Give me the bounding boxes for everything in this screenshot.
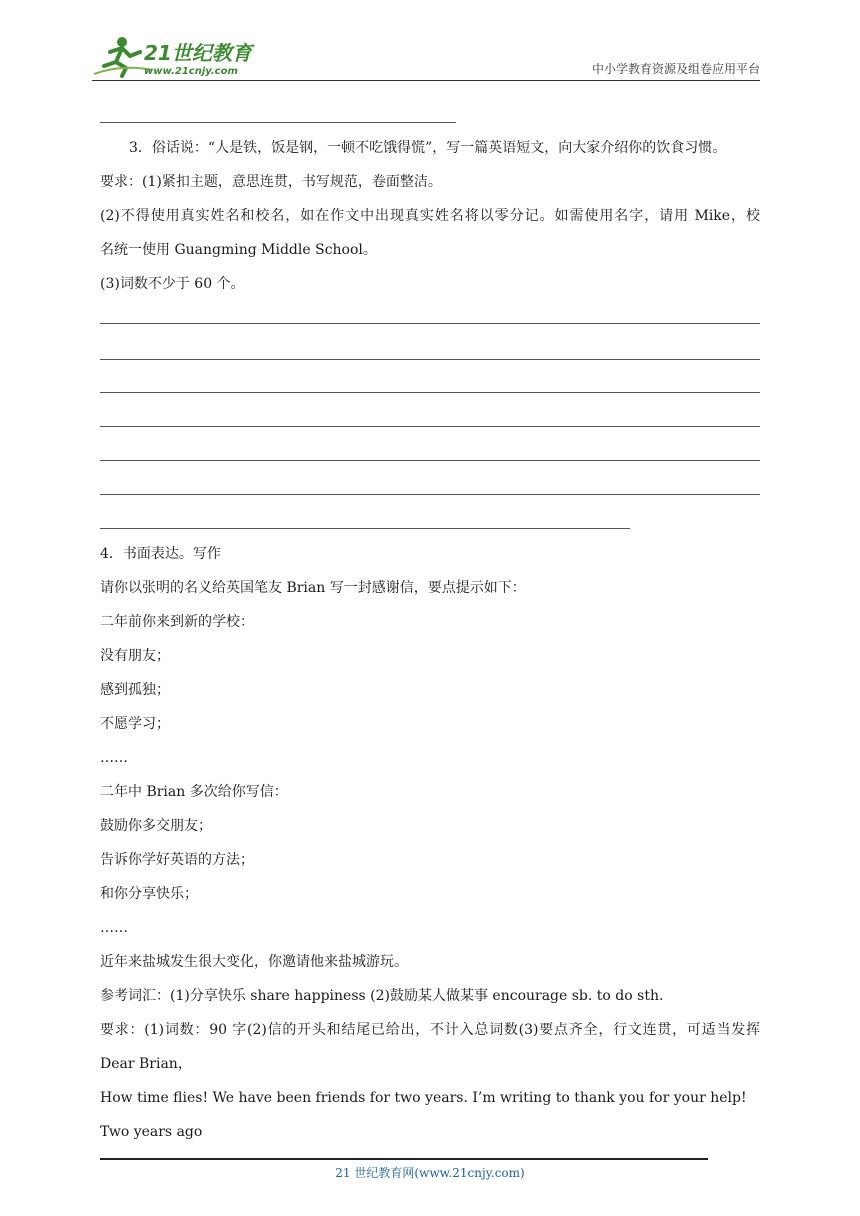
q4-point-1a: 没有朋友； xyxy=(100,648,170,664)
q3-requirement-2a: (2)不得使用真实姓名和校名，如在作文中出现真实姓名将以零分记。如需使用名字，请用 Mike，校 xyxy=(100,208,760,224)
q4-vocab: 参考词汇：(1)分享快乐 share happiness (2)鼓励某人做某事 encourage sb. to do sth. xyxy=(100,988,664,1004)
q4-point-2: 二年中 Brian 多次给你写信： xyxy=(100,784,288,800)
q4-point-1c: 不愿学习； xyxy=(100,716,170,732)
writing-line xyxy=(100,494,760,495)
writing-line xyxy=(100,528,630,529)
writing-line xyxy=(100,392,760,393)
q3-requirement-3: (3)词数不少于 60 个。 xyxy=(100,276,245,292)
q4-point-2b: 告诉你学好英语的方法； xyxy=(100,852,254,868)
q4-point-2a: 鼓励你多交朋友； xyxy=(100,818,212,834)
q4-instruction: 请你以张明的名义给英国笔友 Brian 写一封感谢信，要点提示如下： xyxy=(100,580,526,596)
q4-point-2c: 和你分享快乐； xyxy=(100,886,198,902)
q3-prompt: 3．俗话说：“人是铁，饭是钢，一顿不吃饿得慌”，写一篇英语短文，向大家介绍你的饮食习惯。 xyxy=(129,140,727,156)
q4-ellipsis-2: …… xyxy=(100,920,128,936)
header-rule xyxy=(92,80,760,81)
logo xyxy=(92,34,267,78)
q3-requirement-1: 要求：(1)紧扣主题，意思连贯，书写规范，卷面整洁。 xyxy=(100,174,442,190)
q4-requirements: 要求：(1)词数：90 字(2)信的开头和结尾已给出，不计入总词数(3)要点齐全，行文连贯，可适当发挥 xyxy=(100,1022,760,1038)
page-header xyxy=(92,34,760,82)
answer-line xyxy=(100,122,456,123)
letter-start: Two years ago xyxy=(100,1124,203,1140)
footer-text[interactable]: 21 世纪教育网(www.21cnjy.com) xyxy=(335,1166,525,1180)
letter-opening: How time flies! We have been friends for two years. I’m writing to thank you for your help! xyxy=(100,1090,747,1106)
q4-point-1: 二年前你来到新的学校： xyxy=(100,614,254,630)
letter-greeting: Dear Brian， xyxy=(100,1056,192,1072)
brand-url: www.21cnjy.com xyxy=(144,66,238,77)
q4-ellipsis-1: …… xyxy=(100,750,128,766)
site-tagline: 中小学教育资源及组卷应用平台 xyxy=(591,62,760,76)
q3-requirement-2b: 名统一使用 Guangming Middle School。 xyxy=(100,242,377,258)
writing-line xyxy=(100,359,760,360)
writing-line xyxy=(100,460,760,461)
footer-rule xyxy=(100,1158,708,1160)
q4-point-1b: 感到孤独； xyxy=(100,682,170,698)
writing-line xyxy=(100,323,760,324)
q4-title: 4．书面表达。写作 xyxy=(100,546,221,562)
q4-point-3: 近年来盐城发生很大变化，你邀请他来盐城游玩。 xyxy=(100,954,408,970)
writing-line xyxy=(100,426,760,427)
brand-main: 21世纪教育 xyxy=(144,41,252,65)
